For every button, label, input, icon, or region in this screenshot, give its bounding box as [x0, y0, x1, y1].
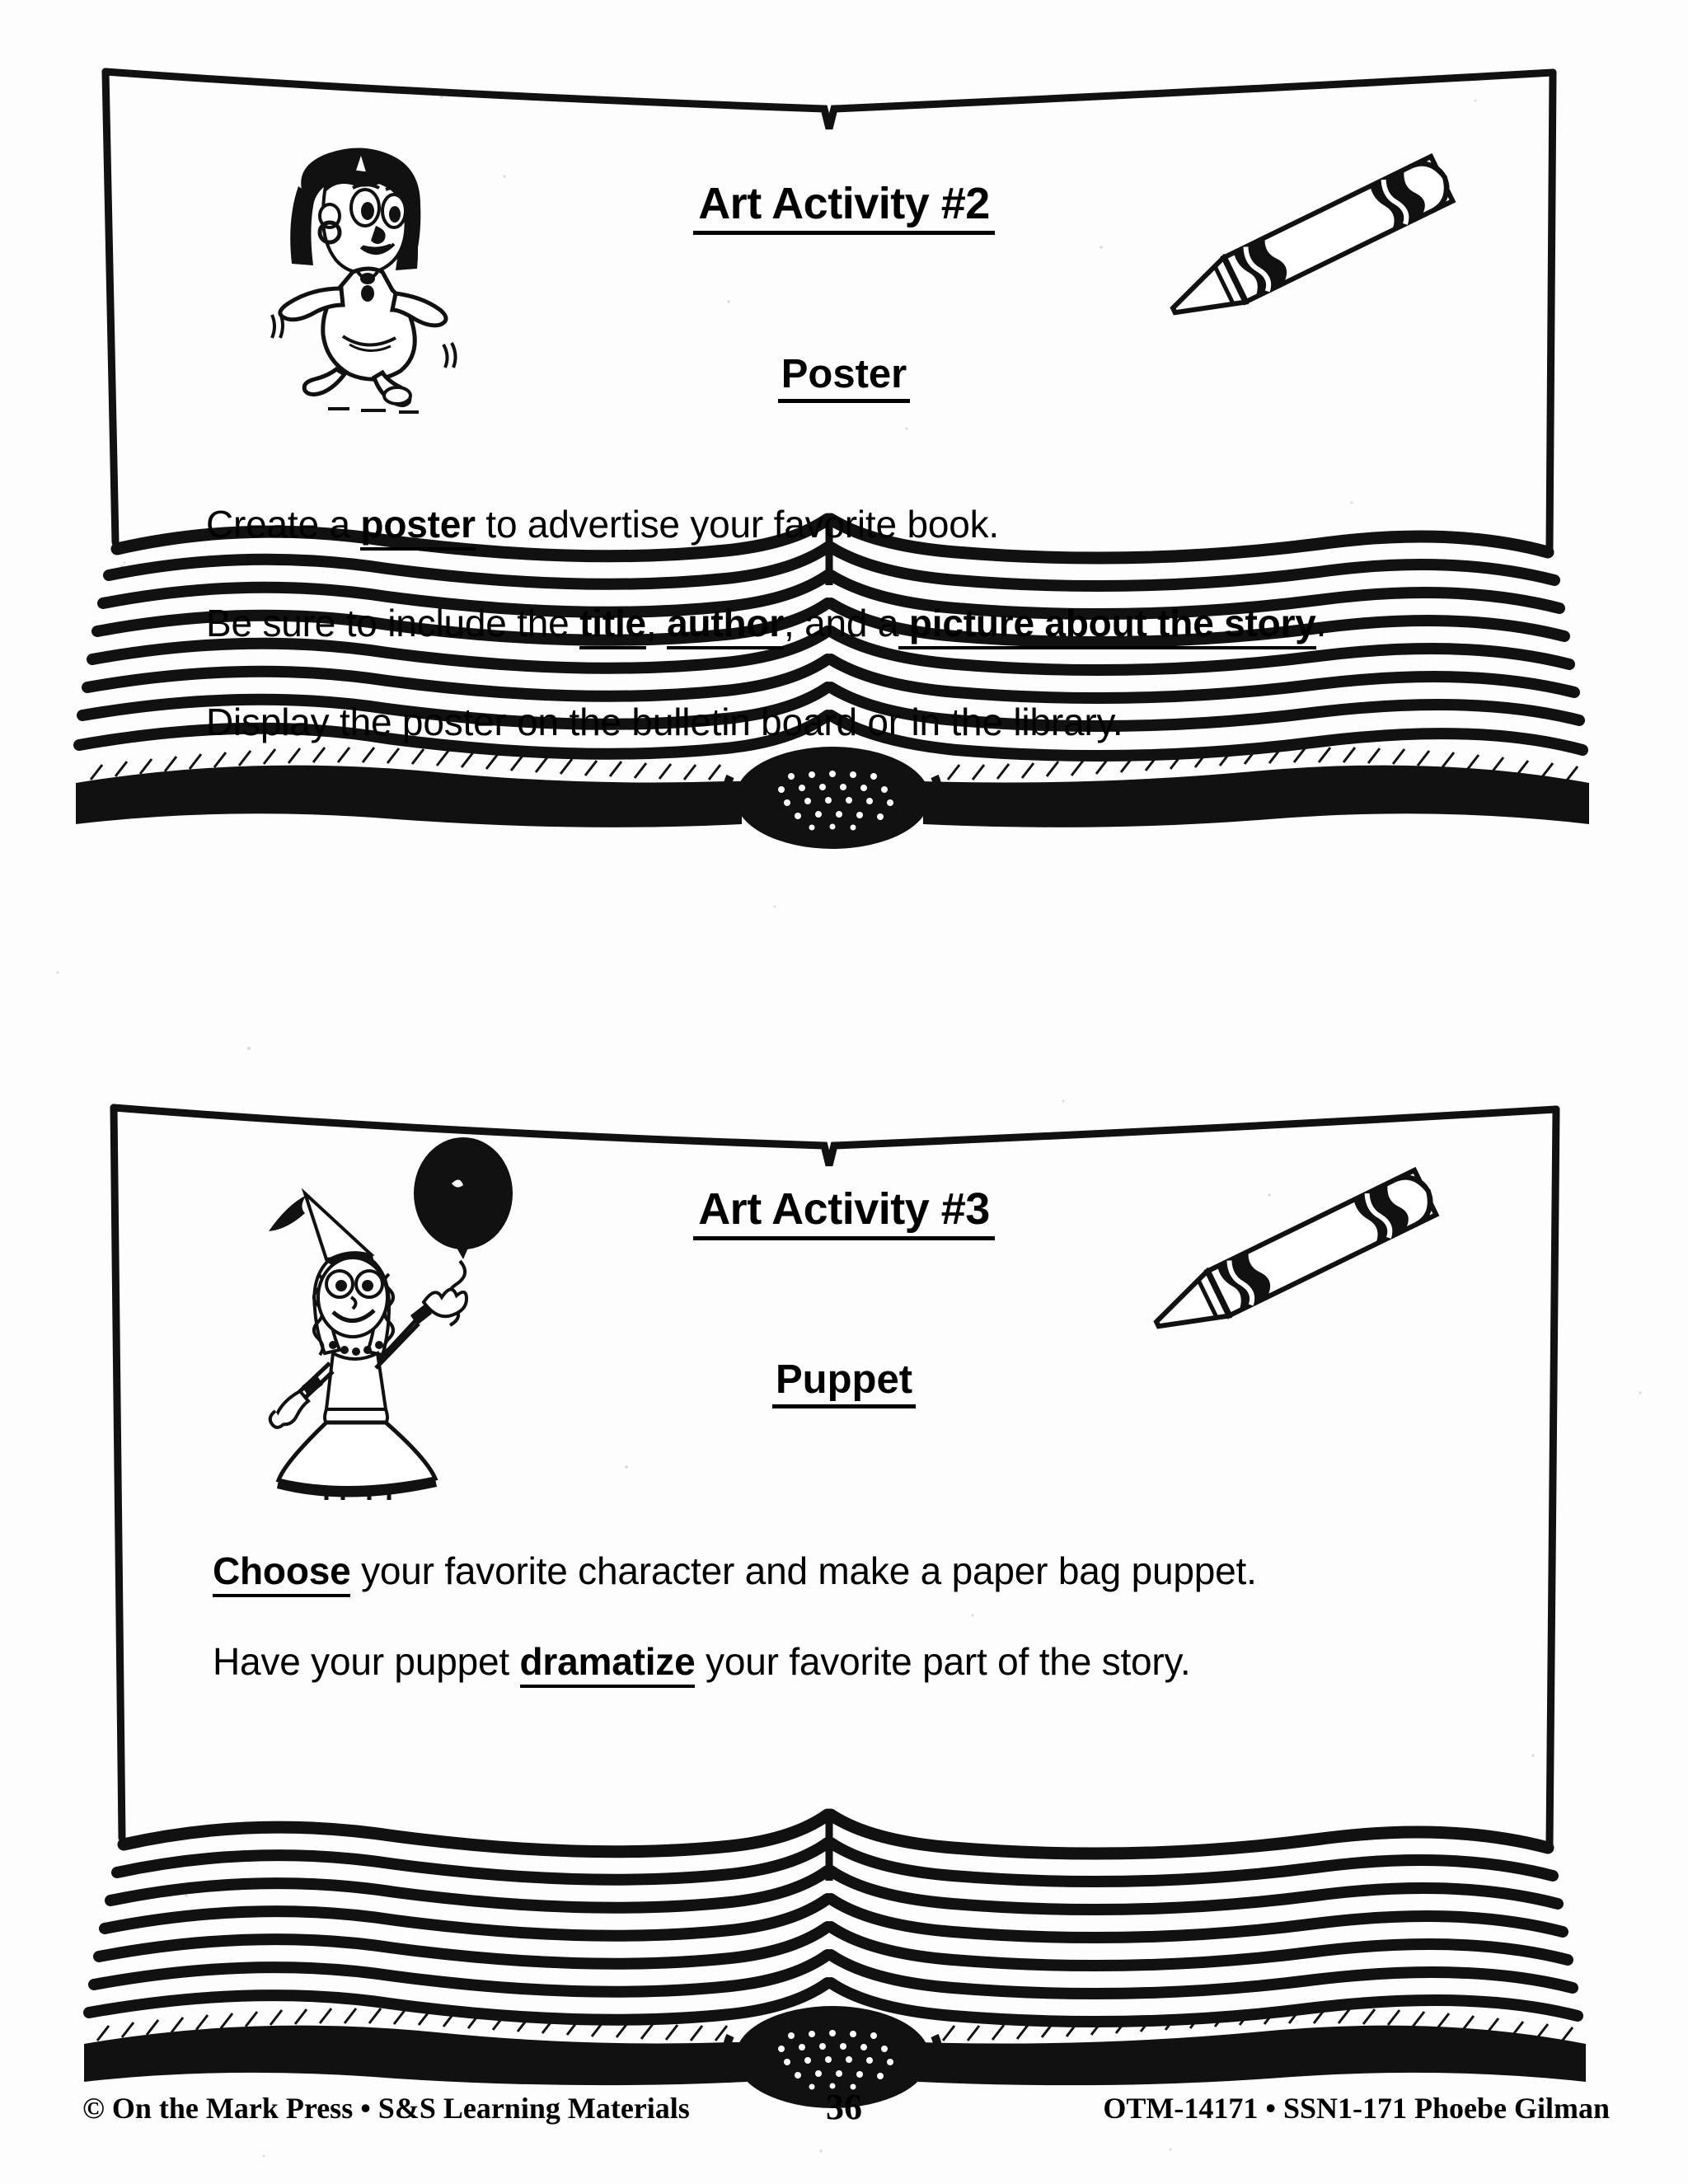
activity-3-line-1: Choose your favorite character and make a paper bag puppet.	[213, 1549, 1257, 1593]
activity-2-line-3: Display the poster on the bulletin board or in the library.	[206, 701, 1123, 743]
crayon-icon	[1111, 1152, 1465, 1366]
activity-3-heading: Art Activity #3	[0, 1187, 1688, 1240]
activity-3-line-2: Have your puppet dramatize your favorite part of the story.	[213, 1640, 1191, 1684]
footer-publisher: © On the Mark Press • S&S Learning Materials	[82, 2092, 690, 2125]
activity-2-line-1: Create a poster to advertise your favorite book.	[206, 503, 999, 546]
crayon-icon	[1128, 138, 1482, 353]
activity-3-subheading: Puppet	[0, 1360, 1688, 1408]
activity-2-line-2: Be sure to include the title, author, and a picture about the story.	[206, 602, 1326, 645]
footer-product-code: OTM-14171 • SSN1-171 Phoebe Gilman	[1103, 2092, 1610, 2125]
activity-2-heading: Art Activity #2	[0, 181, 1688, 235]
page-number: 36	[826, 2087, 862, 2127]
page-footer	[0, 2086, 1688, 2135]
activity-2-subheading: Poster	[0, 354, 1688, 403]
princess-with-balloon-illustration	[247, 1129, 519, 1500]
